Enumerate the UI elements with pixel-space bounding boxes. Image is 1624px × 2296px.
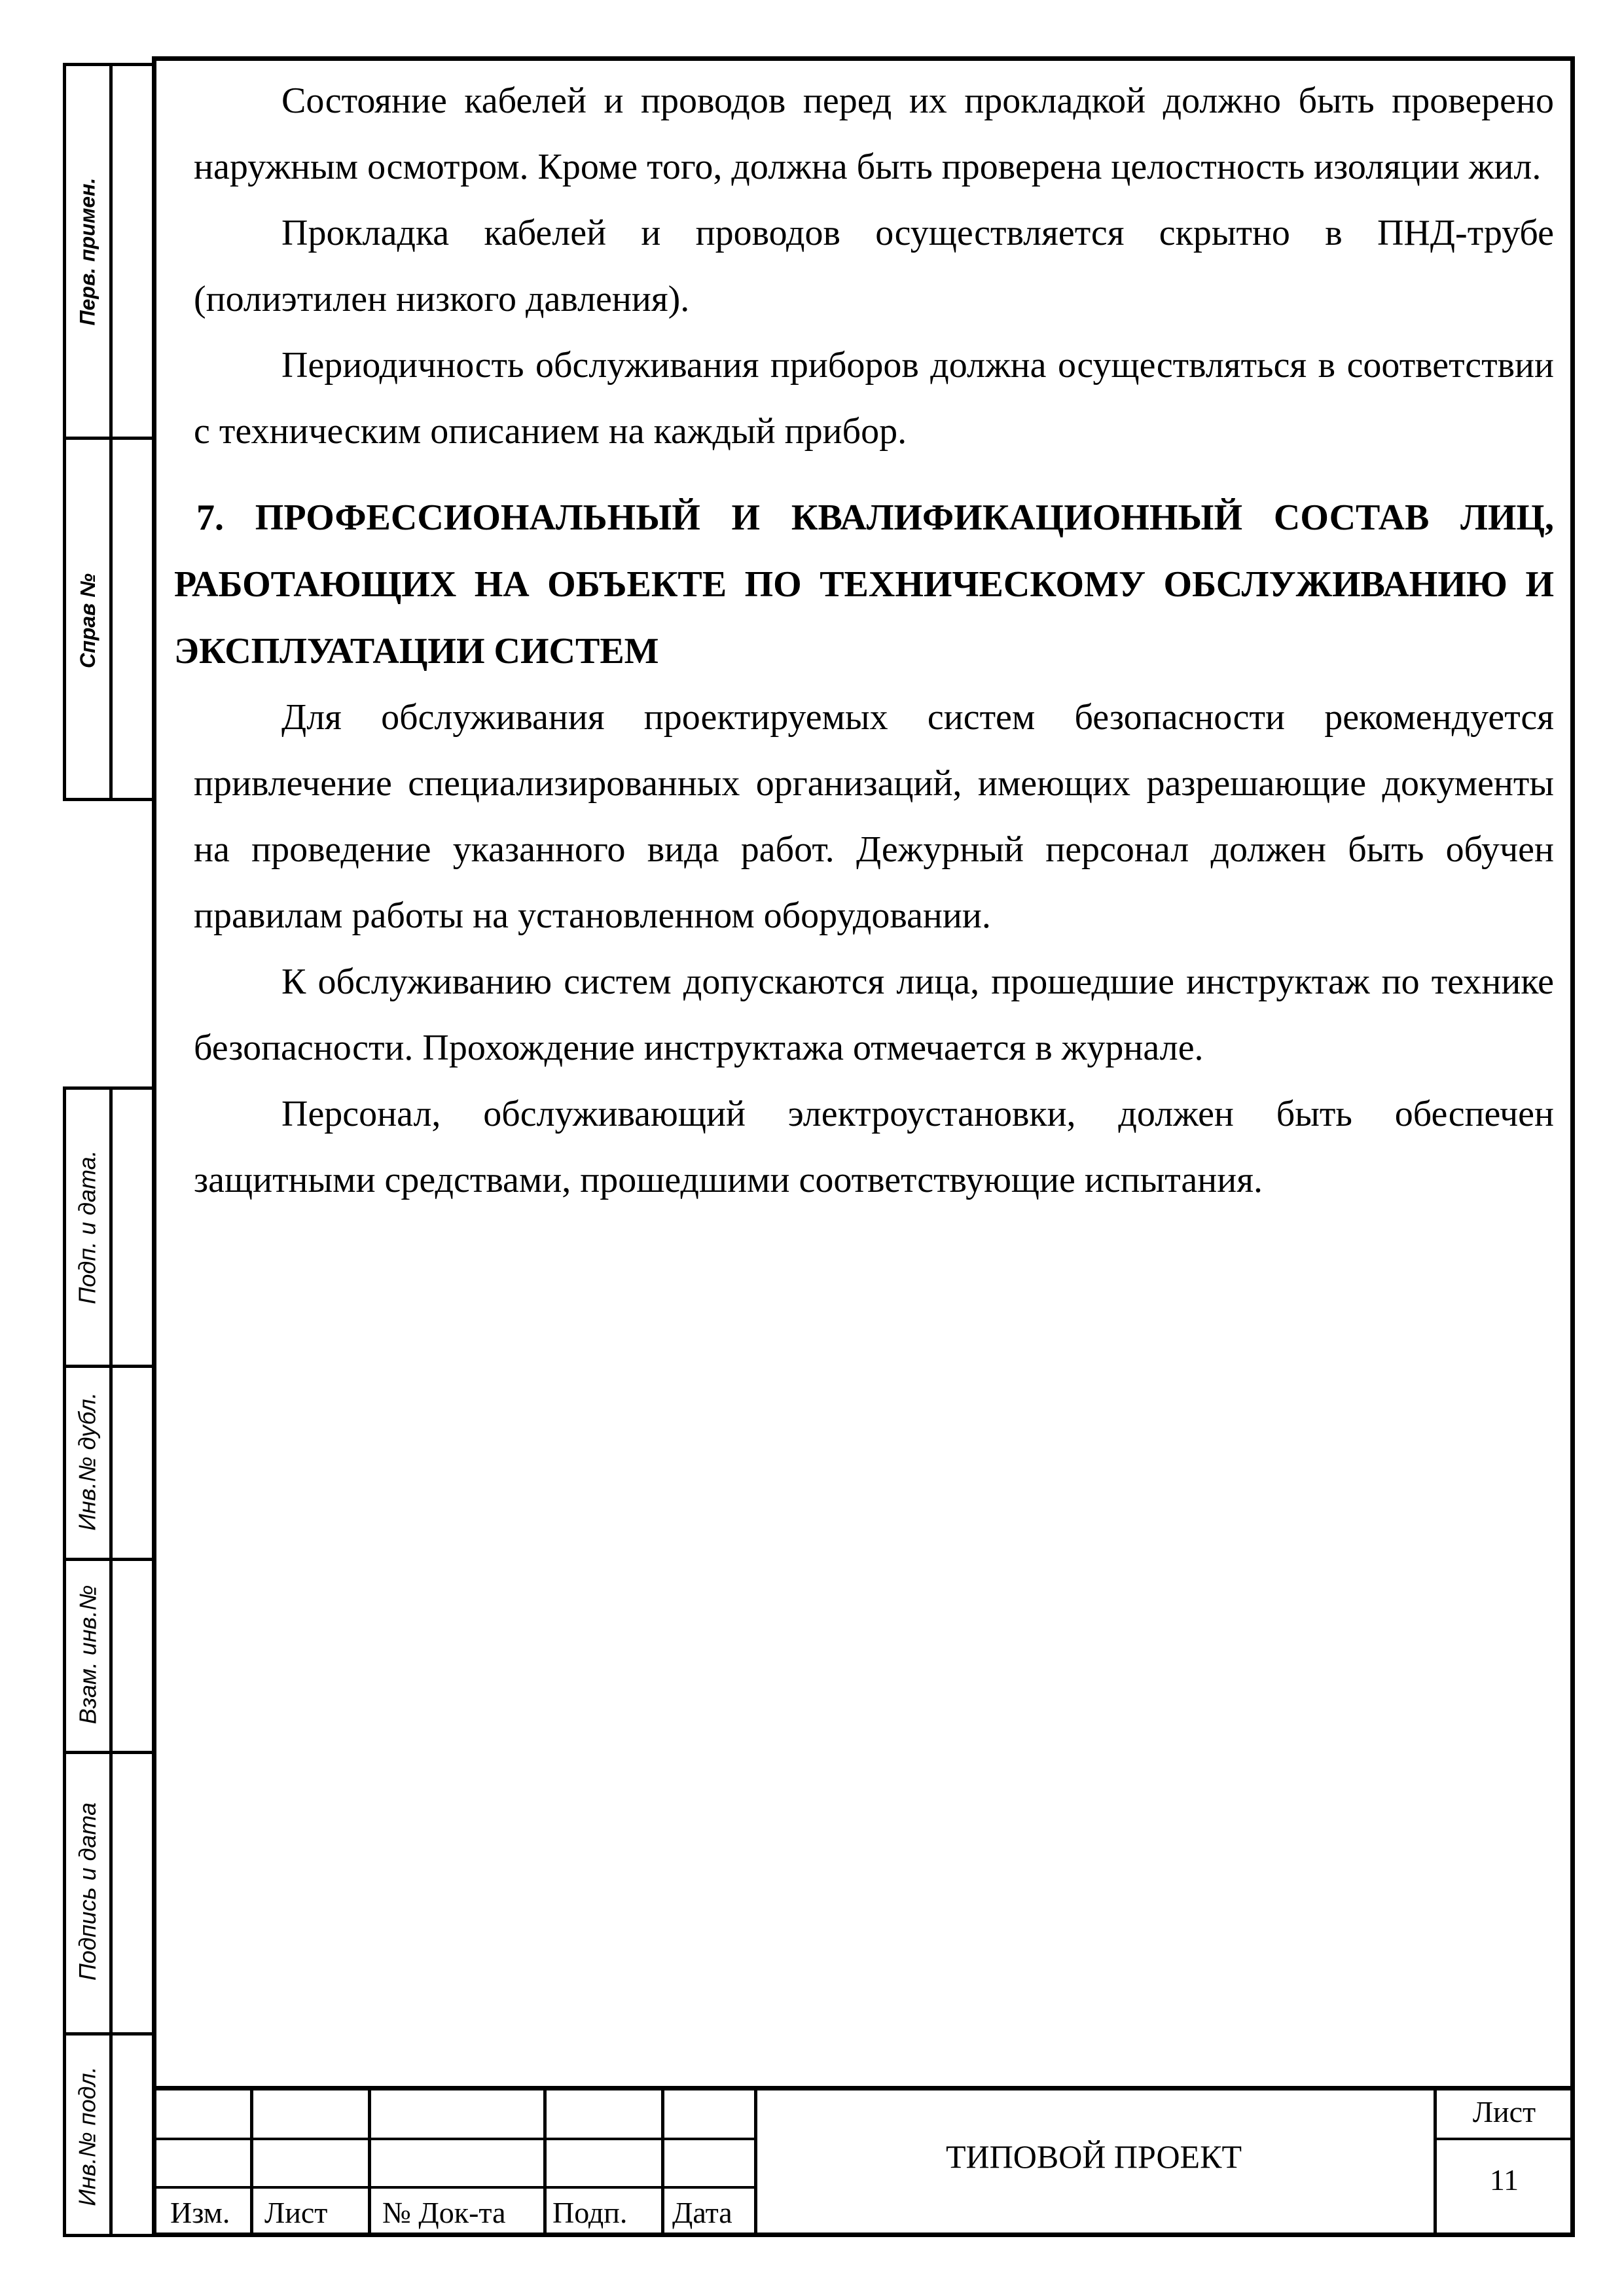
podp-data-label: Подп. и дата. xyxy=(74,1150,101,1304)
paragraph-protective-means: Персонал, обслуживающий электроустановки, должен быть обеспечен защитными средствами, прошедшими соответствующие испытания. xyxy=(194,1094,1554,1200)
podp-label: Подп. xyxy=(552,2196,628,2229)
paragraph-cable-inspection: Состояние кабелей и проводов перед их прокладкой должно быть проверено наружным осмотром. Кроме того, должна быть проверена целостность изоляции жил. xyxy=(194,81,1554,187)
sheet-number: 11 xyxy=(1489,2163,1519,2197)
perv-primen-label: Перв. примен. xyxy=(75,177,99,325)
izm-label: Изм. xyxy=(170,2196,230,2229)
vzam-inv-label: Взам. инв.№ xyxy=(74,1585,101,1724)
paragraph-cable-laying: Прокладка кабелей и проводов осуществляется скрытно в ПНД-трубе (полиэтилен низкого давления). xyxy=(194,213,1554,319)
project-title: ТИПОВОЙ ПРОЕКТ xyxy=(945,2138,1242,2175)
section-heading: 7. ПРОФЕССИОНАЛЬНЫЙ И КВАЛИФИКАЦИОННЫЙ СОСТАВ ЛИЦ, РАБОТАЮЩИХ НА ОБЪЕКТЕ ПО ТЕХНИЧЕСКОМУ ОБСЛУЖИВАНИЮ И ЭКСПЛУАТАЦИИ СИСТЕМ xyxy=(174,497,1554,672)
date-label-visible: Дата xyxy=(672,2196,732,2229)
sprav-no-label: Справ № xyxy=(75,573,99,668)
sheet-label: Лист xyxy=(1472,2095,1536,2128)
paragraph-organizations: Для обслуживания проектируемых систем безопасности рекомендуется привлечение специализированных организаций, имеющих разрешающие документы на проведение указанного вида работ. Дежурный персонал должен быть обучен правилам работы на установленном оборудовании. xyxy=(194,697,1554,936)
paragraph-maintenance-period: Периодичность обслуживания приборов должна осуществляться в соответствии с техническим описанием на каждый прибор. xyxy=(194,345,1554,452)
document-body xyxy=(174,68,1554,1213)
side-stamp-upper xyxy=(63,63,152,801)
podpis-data-label: Подпись и дата xyxy=(74,1802,101,1981)
title-block xyxy=(152,2086,1575,2237)
inv-dubl-label: Инв.№ дубл. xyxy=(74,1391,101,1531)
doc-number-label: № Док-та xyxy=(382,2196,506,2229)
list-label: Лист xyxy=(264,2196,328,2229)
inv-podl-label: Инв.№ подл. xyxy=(74,2066,101,2206)
side-stamp-lower xyxy=(63,1086,152,2237)
paragraph-instruction: К обслуживанию систем допускаются лица, прошедшие инструктаж по технике безопасности. Прохождение инструктажа отмечается в журнале. xyxy=(194,961,1554,1068)
